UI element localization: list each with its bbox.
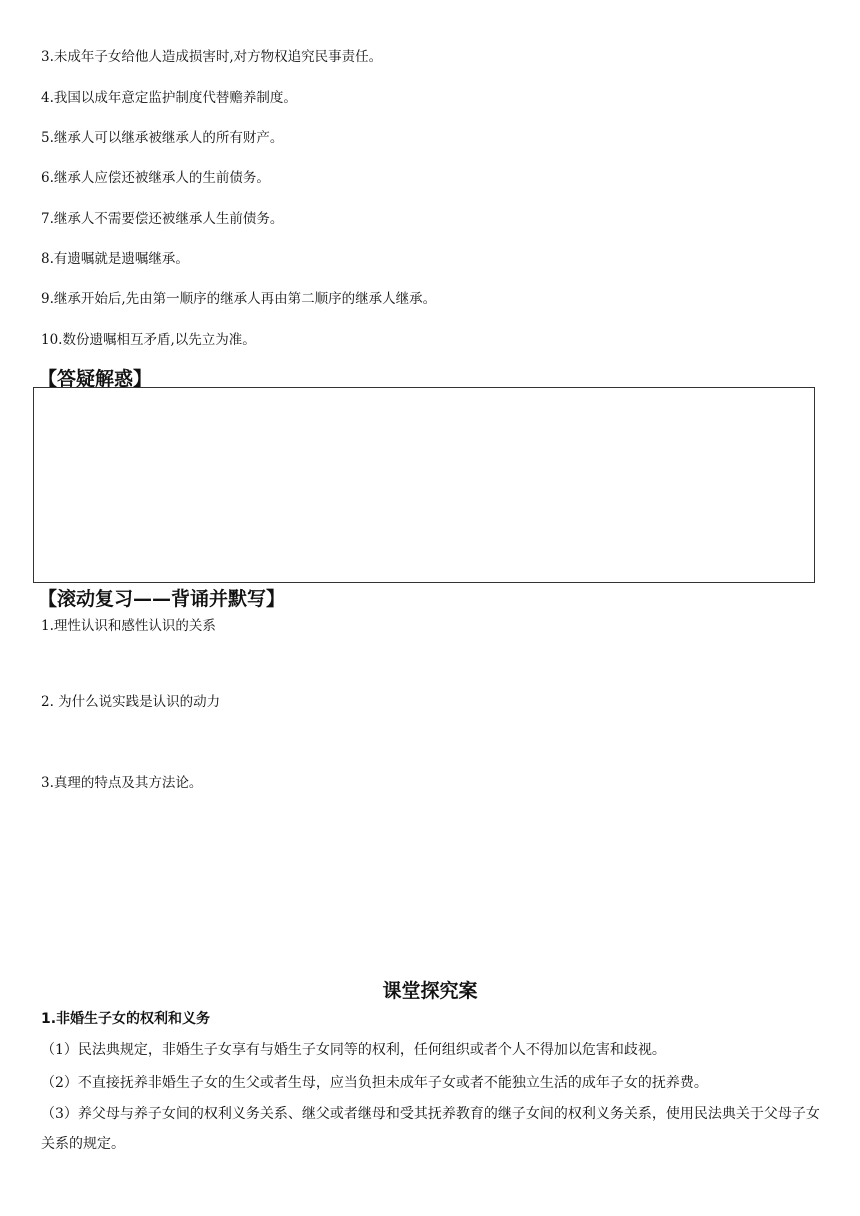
judgment-item-9: 9.继承开始后,先由第一顺序的继承人再由第二顺序的继承人继承。 [41,291,437,307]
review-question-2: 2. 为什么说实践是认识的动力 [41,694,221,710]
review-section-heading: 【滚动复习——背诵并默写】 [38,588,286,610]
review-question-1: 1.理性认识和感性认识的关系 [41,618,216,634]
inquiry-paragraph-1: （1）民法典规定，非婚生子女享有与婚生子女同等的权利，任何组织或者个人不得加以危害和歧视。 [41,1042,666,1058]
qa-section-heading: 【答疑解惑】 [38,368,153,390]
judgment-item-10: 10.数份遗嘱相互矛盾,以先立为准。 [41,332,256,348]
judgment-item-3: 3.未成年子女给他人造成损害时,对方物权追究民事责任。 [41,49,383,65]
inquiry-paragraph-3: （3）养父母与养子女间的权利义务关系、继父或者继母和受其抚养教育的继子女间的权利义务关系，使用民法典关于父母子女关系的规定。 [41,1106,820,1152]
inquiry-section-title: 课堂探究案 [382,980,478,1002]
judgment-item-5: 5.继承人可以继承被继承人的所有财产。 [41,130,284,146]
judgment-item-6: 6.继承人应偿还被继承人的生前债务。 [41,170,270,186]
judgment-item-8: 8.有遗嘱就是遗嘱继承。 [41,251,189,267]
qa-answer-box[interactable] [33,387,815,583]
inquiry-subheading: 1.非婚生子女的权利和义务 [41,1011,211,1027]
review-question-3: 3.真理的特点及其方法论。 [41,775,203,791]
inquiry-paragraph-2: （2）不直接抚养非婚生子女的生父或者生母，应当负担未成年子女或者不能独立生活的成年子女的抚养费。 [41,1075,708,1091]
judgment-item-7: 7.继承人不需要偿还被继承人生前债务。 [41,211,284,227]
judgment-item-4: 4.我国以成年意定监护制度代替赡养制度。 [41,90,297,106]
